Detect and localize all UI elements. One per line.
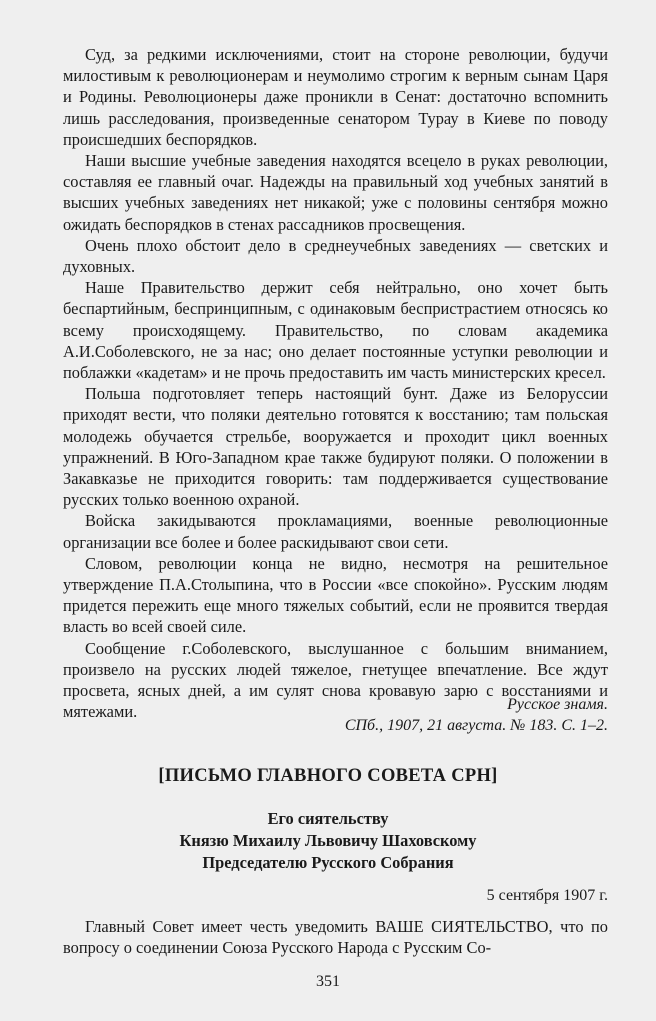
page-number: 351 <box>316 973 340 990</box>
paragraph: Польша подготовляет теперь настоящий бунт. Даже из Белоруссии приходят вести, что поляки деятельно готовятся к восстанию; там польская молодежь обучается стрельбе, вооружается и проходит цикл военных упражнений. В Юго-Западном крае также будируют поляки. О положении в Закавказье не приходится говорить: там поддерживается существование русских только военною охраной. <box>63 384 608 510</box>
letter-body <box>63 916 608 958</box>
paragraph: Очень плохо обстоит дело в среднеучебных заведениях — светских и духовных. <box>63 235 608 277</box>
source-citation <box>345 694 608 736</box>
source-details: СПб., 1907, 21 августа. № 183. С. 1–2. <box>344 717 608 734</box>
paragraph: Наше Правительство держит себя нейтрально, оно хочет быть беспартийным, беспринципным, с одинаковым беспристрастием относясь ко всему происходящему. Правительство, по словам академика А.И.Соболевского, не за нас; оно делает постоянные уступки революции и поблажки «кадетам» и не прочь предоставить им часть министерских кресел. <box>63 278 608 383</box>
letter-date: 5 сентября 1907 г. <box>486 887 608 904</box>
paragraph: Сообщение г.Соболевского, выслушанное с большим вниманием, произвело на русских людей тяжелое, гнетущее впечатление. Все ждут просвета, ясных дней, а им сулят снова кровавую зарю с восстаниями и мятежами. <box>63 638 608 722</box>
paragraph: Словом, революции конца не видно, несмотря на решительное утверждение П.А.Столыпина, что в России «все спокойно». Русским людям придется пережить еще много тяжелых событий, если не проявится твердая власть во всей своей силе. <box>63 553 608 637</box>
paragraph: Войска закидываются прокламациями, военные революционные организации все более и более раскидывают свои сети. <box>63 511 608 552</box>
address-line: Председателю Русского Собрания <box>202 853 454 872</box>
document-heading: [ПИСЬМО ГЛАВНОГО СОВЕТА СРН] <box>158 766 498 786</box>
paragraph: Суд, за редкими исключениями, стоит на стороне революции, будучи милостивым к революционерам и неумолимо строгим к верным сынам Царя и Родины. Революционеры даже проникли в Сенат: достаточно вспомнить лишь расследования, произведенные сенатором Турау в Киеве по поводу происшедших беспорядков. <box>63 45 608 149</box>
source-title: Русское знамя. <box>507 696 608 713</box>
address-line: Его сиятельству <box>267 809 389 828</box>
paragraph: Наши высшие учебные заведения находятся всецело в руках революции, составляя ее главный очаг. Надежды на правильный ход учебных занятий в высших учебных заведениях нет никакой; уже с половины сентября можно ожидать беспорядков в стенах рассадников просвещения. <box>63 151 608 234</box>
address-line: Князю Михаилу Львовичу Шаховскому <box>179 831 477 850</box>
article-body <box>63 44 608 723</box>
paragraph: Главный Совет имеет честь уведомить ВАШЕ СИЯТЕЛЬСТВО, что по вопросу о соединении Союза Русского Народа с Русским Со- <box>63 917 608 958</box>
letter-address <box>0 808 656 874</box>
